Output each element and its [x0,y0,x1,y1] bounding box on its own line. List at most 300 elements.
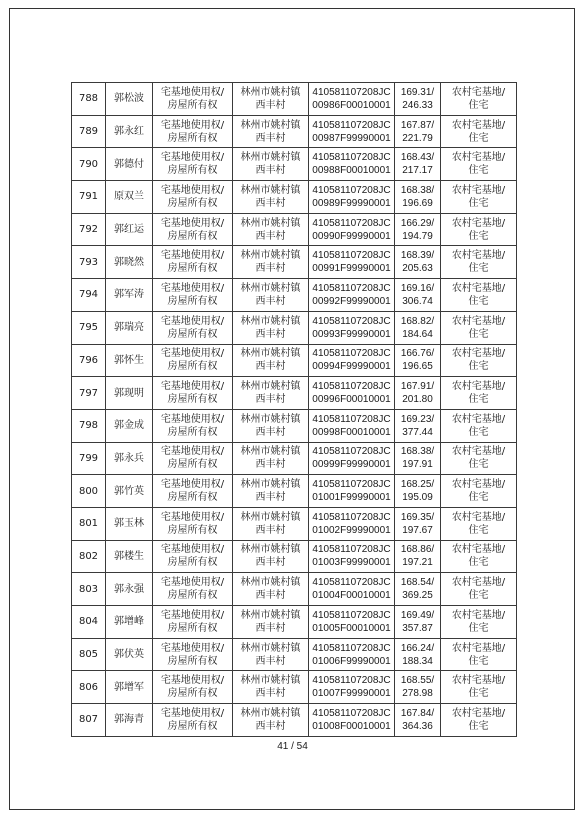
property-registry-table [71,82,517,737]
area-text: 168.38/ [400,184,435,196]
owner-name-cell [106,246,153,279]
area-text: 188.34 [402,655,433,667]
area-text: 221.79 [402,132,433,144]
unit-number-cell [309,377,395,410]
unit-number-cell [309,115,395,148]
unit-number-cell [309,246,395,279]
area-text: 201.80 [402,394,433,406]
area-cell [395,507,441,540]
land-use-text: 住宅 [468,655,489,667]
unit-number-text: 01007F99990001 [312,688,391,700]
location-text: 西丰村 [255,524,286,536]
row-number-text: 803 [78,583,99,595]
table-row [72,213,517,246]
unit-number-cell [309,181,395,214]
land-use-text: 住宅 [468,132,489,144]
land-use-text: 农村宅基地/ [451,642,506,654]
area-cell [395,213,441,246]
right-type-text: 宅基地使用权/ [160,86,225,98]
area-text: 306.74 [402,295,433,307]
location-text: 林州市姚村镇 [240,577,301,589]
location-text: 林州市姚村镇 [240,315,301,327]
row-number-cell [72,606,106,639]
location-text: 西丰村 [255,230,286,242]
land-use-text: 农村宅基地/ [451,577,506,589]
area-cell [395,148,441,181]
table-row [72,115,517,148]
owner-name-cell [106,475,153,508]
land-use-cell [441,540,517,573]
owner-name-text: 郭金成 [114,420,144,432]
unit-number-cell [309,148,395,181]
page-number: 41 / 54 [277,741,308,752]
land-use-text: 农村宅基地/ [451,511,506,523]
unit-number-text: 410581107208JC [312,348,391,360]
owner-name-cell [106,573,153,606]
right-type-text: 房屋所有权 [167,263,218,275]
right-type-cell [153,475,233,508]
location-text: 林州市姚村镇 [240,544,301,556]
owner-name-cell [106,507,153,540]
right-type-text: 宅基地使用权/ [160,119,225,131]
row-number-text: 806 [78,681,99,693]
owner-name-text: 郭楼生 [114,550,144,562]
area-text: 194.79 [402,230,433,242]
location-text: 西丰村 [255,328,286,340]
owner-name-cell [106,377,153,410]
land-use-text: 农村宅基地/ [451,217,506,229]
land-use-text: 农村宅基地/ [451,446,506,458]
row-number-text: 791 [78,191,99,203]
right-type-text: 房屋所有权 [167,655,218,667]
area-text: 169.31/ [400,86,435,98]
land-use-text: 住宅 [468,295,489,307]
area-cell [395,311,441,344]
right-type-text: 宅基地使用权/ [160,250,225,262]
row-number-cell [72,377,106,410]
location-cell [233,279,309,312]
right-type-text: 宅基地使用权/ [160,217,225,229]
unit-number-text: 410581107208JC [312,544,391,556]
table-row [72,704,517,737]
location-cell [233,246,309,279]
location-text: 林州市姚村镇 [240,250,301,262]
location-text: 林州市姚村镇 [240,86,301,98]
unit-number-text: 410581107208JC [312,119,391,131]
right-type-text: 宅基地使用权/ [160,152,225,164]
row-number-text: 804 [78,616,99,628]
row-number-text: 798 [78,420,99,432]
owner-name-text: 郭海青 [114,714,144,726]
location-cell [233,344,309,377]
area-cell [395,181,441,214]
location-cell [233,638,309,671]
row-number-cell [72,507,106,540]
area-text: 169.23/ [400,413,435,425]
right-type-cell [153,83,233,116]
area-text: 364.36 [402,720,433,732]
right-type-text: 房屋所有权 [167,590,218,602]
area-cell [395,606,441,639]
area-text: 168.43/ [400,152,435,164]
table-row [72,311,517,344]
unit-number-text: 410581107208JC [312,609,391,621]
land-use-cell [441,475,517,508]
table-row [72,181,517,214]
unit-number-text: 410581107208JC [312,446,391,458]
land-use-text: 住宅 [468,361,489,373]
owner-name-cell [106,115,153,148]
right-type-text: 宅基地使用权/ [160,315,225,327]
unit-number-text: 01003F99990001 [312,557,391,569]
land-use-text: 住宅 [468,426,489,438]
row-number-text: 802 [78,550,99,562]
row-number-text: 800 [78,485,99,497]
row-number-cell [72,311,106,344]
unit-number-cell [309,475,395,508]
right-type-text: 房屋所有权 [167,459,218,471]
row-number-cell [72,279,106,312]
location-text: 西丰村 [255,99,286,111]
right-type-text: 房屋所有权 [167,524,218,536]
location-cell [233,507,309,540]
location-cell [233,704,309,737]
owner-name-cell [106,279,153,312]
table-row [72,606,517,639]
unit-number-text: 00991F99990001 [312,263,391,275]
owner-name-cell [106,148,153,181]
location-text: 西丰村 [255,622,286,634]
owner-name-cell [106,344,153,377]
land-use-text: 住宅 [468,590,489,602]
unit-number-text: 410581107208JC [312,642,391,654]
row-number-text: 805 [78,649,99,661]
unit-number-text: 00994F99990001 [312,361,391,373]
land-use-text: 农村宅基地/ [451,479,506,491]
row-number-text: 797 [78,387,99,399]
row-number-cell [72,442,106,475]
owner-name-cell [106,671,153,704]
land-use-text: 农村宅基地/ [451,282,506,294]
land-use-text: 农村宅基地/ [451,675,506,687]
unit-number-text: 410581107208JC [312,184,391,196]
table-row [72,279,517,312]
right-type-text: 宅基地使用权/ [160,184,225,196]
area-text: 166.29/ [400,217,435,229]
owner-name-text: 郭永强 [114,583,144,595]
unit-number-text: 00993F99990001 [312,328,391,340]
area-cell [395,246,441,279]
area-text: 168.55/ [400,675,435,687]
location-text: 西丰村 [255,655,286,667]
location-text: 林州市姚村镇 [240,479,301,491]
row-number-cell [72,213,106,246]
location-text: 林州市姚村镇 [240,184,301,196]
unit-number-cell [309,344,395,377]
area-text: 168.86/ [400,544,435,556]
right-type-text: 房屋所有权 [167,230,218,242]
unit-number-text: 01008F00010001 [312,720,391,732]
land-use-cell [441,573,517,606]
owner-name-cell [106,540,153,573]
area-text: 168.39/ [400,250,435,262]
area-text: 197.21 [402,557,433,569]
right-type-text: 宅基地使用权/ [160,609,225,621]
unit-number-text: 00998F00010001 [312,426,391,438]
owner-name-text: 郭怀生 [114,354,144,366]
right-type-cell [153,148,233,181]
owner-name-text: 郭永兵 [114,452,144,464]
unit-number-text: 410581107208JC [312,413,391,425]
row-number-text: 788 [78,93,99,105]
unit-number-text: 410581107208JC [312,577,391,589]
area-text: 167.91/ [400,381,435,393]
row-number-text: 789 [78,126,99,138]
area-cell [395,83,441,116]
location-text: 西丰村 [255,295,286,307]
location-text: 林州市姚村镇 [240,381,301,393]
right-type-cell [153,540,233,573]
location-text: 西丰村 [255,361,286,373]
right-type-text: 房屋所有权 [167,361,218,373]
area-text: 377.44 [402,426,433,438]
land-use-cell [441,181,517,214]
location-cell [233,181,309,214]
land-use-text: 住宅 [468,263,489,275]
area-text: 357.87 [402,622,433,634]
area-cell [395,409,441,442]
location-text: 西丰村 [255,590,286,602]
unit-number-text: 410581107208JC [312,152,391,164]
area-text: 197.67 [402,524,433,536]
owner-name-text: 郭现明 [114,387,144,399]
location-text: 林州市姚村镇 [240,707,301,719]
unit-number-text: 410581107208JC [312,217,391,229]
owner-name-text: 郭军涛 [114,289,144,301]
land-use-text: 住宅 [468,165,489,177]
location-text: 西丰村 [255,132,286,144]
unit-number-cell [309,409,395,442]
table-row [72,409,517,442]
location-text: 林州市姚村镇 [240,152,301,164]
unit-number-text: 410581107208JC [312,315,391,327]
right-type-text: 宅基地使用权/ [160,348,225,360]
right-type-cell [153,181,233,214]
area-text: 167.84/ [400,707,435,719]
location-text: 西丰村 [255,688,286,700]
owner-name-cell [106,181,153,214]
land-use-text: 住宅 [468,230,489,242]
unit-number-cell [309,540,395,573]
right-type-cell [153,671,233,704]
land-use-cell [441,671,517,704]
unit-number-text: 00999F99990001 [312,459,391,471]
land-use-cell [441,377,517,410]
unit-number-cell [309,704,395,737]
location-cell [233,83,309,116]
land-use-cell [441,606,517,639]
area-cell [395,344,441,377]
area-text: 196.69 [402,197,433,209]
unit-number-cell [309,311,395,344]
land-use-text: 农村宅基地/ [451,707,506,719]
land-use-cell [441,311,517,344]
location-text: 西丰村 [255,197,286,209]
location-text: 林州市姚村镇 [240,348,301,360]
right-type-text: 宅基地使用权/ [160,282,225,294]
table-row [72,83,517,116]
owner-name-cell [106,704,153,737]
location-cell [233,442,309,475]
right-type-text: 房屋所有权 [167,720,218,732]
owner-name-text: 郭增峰 [114,616,144,628]
land-use-cell [441,148,517,181]
table-row [72,246,517,279]
land-use-cell [441,344,517,377]
owner-name-cell [106,213,153,246]
table-row [72,573,517,606]
area-text: 217.17 [402,165,433,177]
unit-number-cell [309,606,395,639]
right-type-text: 房屋所有权 [167,622,218,634]
right-type-text: 房屋所有权 [167,99,218,111]
area-text: 168.82/ [400,315,435,327]
row-number-cell [72,540,106,573]
location-text: 西丰村 [255,492,286,504]
location-text: 西丰村 [255,720,286,732]
location-cell [233,148,309,181]
location-cell [233,606,309,639]
land-use-text: 农村宅基地/ [451,413,506,425]
land-use-text: 农村宅基地/ [451,381,506,393]
location-text: 西丰村 [255,459,286,471]
area-text: 184.64 [402,328,433,340]
area-text: 196.65 [402,361,433,373]
location-text: 林州市姚村镇 [240,642,301,654]
right-type-text: 宅基地使用权/ [160,446,225,458]
row-number-cell [72,475,106,508]
location-text: 林州市姚村镇 [240,282,301,294]
owner-name-text: 郭竹英 [114,485,144,497]
unit-number-cell [309,279,395,312]
owner-name-text: 郭红运 [114,224,144,236]
owner-name-cell [106,638,153,671]
unit-number-cell [309,507,395,540]
location-text: 西丰村 [255,557,286,569]
area-text: 197.91 [402,459,433,471]
land-use-text: 农村宅基地/ [451,152,506,164]
area-text: 168.25/ [400,479,435,491]
right-type-text: 房屋所有权 [167,197,218,209]
unit-number-text: 00987F99990001 [312,132,391,144]
row-number-cell [72,704,106,737]
row-number-cell [72,246,106,279]
location-cell [233,573,309,606]
right-type-cell [153,279,233,312]
location-text: 林州市姚村镇 [240,675,301,687]
location-text: 西丰村 [255,165,286,177]
area-text: 169.16/ [400,282,435,294]
land-use-text: 农村宅基地/ [451,348,506,360]
unit-number-text: 00990F99990001 [312,230,391,242]
row-number-cell [72,344,106,377]
right-type-text: 房屋所有权 [167,132,218,144]
owner-name-text: 郭玉林 [114,518,144,530]
location-cell [233,115,309,148]
unit-number-text: 00992F99990001 [312,295,391,307]
right-type-text: 房屋所有权 [167,328,218,340]
row-number-cell [72,148,106,181]
land-use-text: 住宅 [468,557,489,569]
row-number-text: 793 [78,256,99,268]
right-type-text: 宅基地使用权/ [160,413,225,425]
right-type-text: 宅基地使用权/ [160,707,225,719]
row-number-text: 799 [78,452,99,464]
right-type-text: 房屋所有权 [167,688,218,700]
row-number-cell [72,83,106,116]
land-use-cell [441,442,517,475]
land-use-text: 住宅 [468,688,489,700]
land-use-text: 住宅 [468,622,489,634]
right-type-cell [153,213,233,246]
location-cell [233,540,309,573]
right-type-text: 房屋所有权 [167,295,218,307]
area-cell [395,638,441,671]
land-use-text: 住宅 [468,492,489,504]
unit-number-text: 410581107208JC [312,707,391,719]
owner-name-cell [106,409,153,442]
right-type-text: 宅基地使用权/ [160,511,225,523]
row-number-text: 795 [78,322,99,334]
unit-number-text: 00988F00010001 [312,165,391,177]
owner-name-cell [106,311,153,344]
table-row [72,540,517,573]
area-cell [395,573,441,606]
land-use-cell [441,213,517,246]
unit-number-text: 01002F99990001 [312,524,391,536]
location-text: 林州市姚村镇 [240,511,301,523]
row-number-text: 790 [78,158,99,170]
land-use-text: 农村宅基地/ [451,250,506,262]
owner-name-text: 郭松波 [114,93,144,105]
location-text: 林州市姚村镇 [240,119,301,131]
owner-name-cell [106,83,153,116]
land-use-text: 农村宅基地/ [451,544,506,556]
area-text: 166.76/ [400,348,435,360]
row-number-text: 801 [78,518,99,530]
row-number-cell [72,573,106,606]
row-number-text: 794 [78,289,99,301]
land-use-text: 农村宅基地/ [451,184,506,196]
unit-number-text: 01005F00010001 [312,622,391,634]
area-text: 369.25 [402,590,433,602]
location-text: 西丰村 [255,263,286,275]
owner-name-text: 郭增军 [114,681,144,693]
land-use-text: 住宅 [468,99,489,111]
land-use-text: 住宅 [468,197,489,209]
unit-number-cell [309,442,395,475]
area-cell [395,540,441,573]
area-text: 168.38/ [400,446,435,458]
right-type-text: 宅基地使用权/ [160,675,225,687]
table-row [72,671,517,704]
right-type-text: 宅基地使用权/ [160,479,225,491]
unit-number-text: 410581107208JC [312,675,391,687]
unit-number-text: 01001F99990001 [312,492,391,504]
land-use-text: 农村宅基地/ [451,609,506,621]
unit-number-cell [309,573,395,606]
row-number-cell [72,671,106,704]
